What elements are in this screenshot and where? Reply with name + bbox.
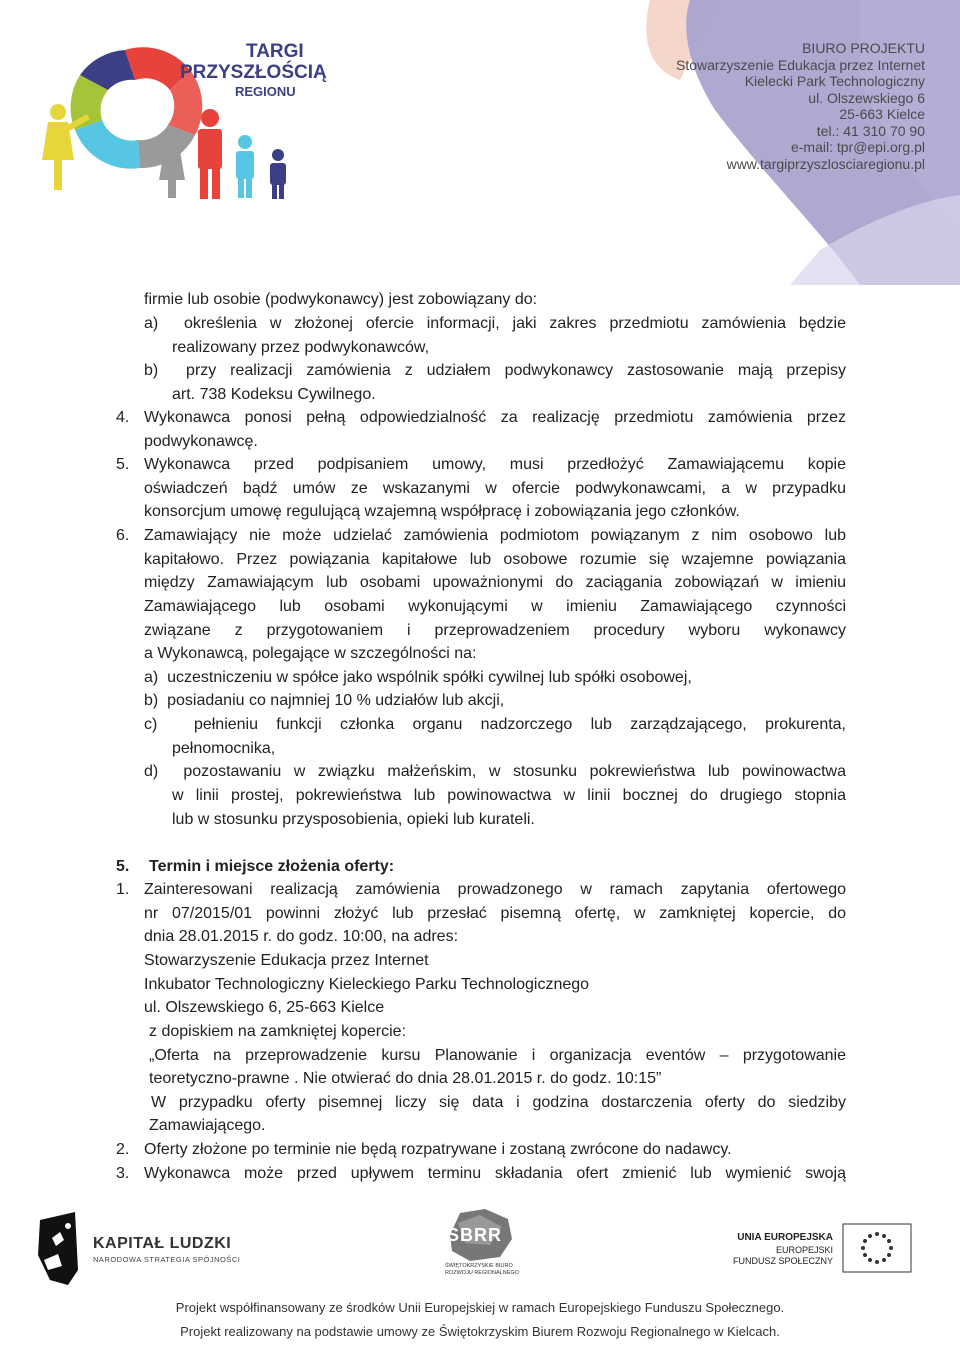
text-line: W przypadku oferty pisemnej liczy się data i godzina dostarczenia oferty do siedziby (151, 1094, 846, 1111)
sbrr-text: SBRR (447, 1225, 503, 1245)
list-item-b: b) posiadaniu co najmniej 10 % udziałów lub akcji, (144, 692, 505, 709)
list-number: 3. (116, 1165, 130, 1182)
contact-phone: tel.: 41 310 70 90 (816, 122, 925, 139)
list-item-a: a) uczestniczeniu w spółce jako wspólnik spółki cywilnej lub spółki osobowej, (144, 669, 692, 686)
list-item-c: c) pełnieniu funkcji członka organu nadzorczego lub zarządzającego, prokurenta, (144, 716, 846, 733)
page-header (0, 0, 960, 285)
text-line: pełnomocnika, (172, 740, 276, 757)
kl-title: KAPITAŁ LUDZKI (93, 1235, 232, 1252)
contact-org: Stowarzyszenie Edukacja przez Internet (675, 56, 925, 73)
text-line: konsorcjum umowę regulującą wzajemną współpracę i zobowiązania jego członków. (144, 503, 740, 520)
text-line: między Zamawiającym lub osobami upoważnionymi do zaciągania zobowiązań w imieniu (144, 574, 846, 591)
contact-title: BIURO PROJEKTU (802, 40, 925, 56)
text-line: nr 07/2015/01 powinni złożyć lub przesłać pisemną ofertę, w zamkniętej kopercie, do (144, 905, 846, 922)
list-item-b: b) przy realizacji zamówienia z udziałem podwykonawcy zastosowanie mają przepisy (144, 362, 846, 379)
contact-website: www.targiprzyszlosciaregionu.pl (726, 155, 925, 172)
text-line: art. 738 Kodeksu Cywilnego. (172, 386, 376, 403)
text-line: Wykonawca przed podpisaniem umowy, musi przedłożyć Zamawiającemu kopie (144, 456, 846, 473)
contact-park: Kielecki Park Technologiczny (744, 73, 925, 89)
text-line: związane z przygotowaniem i przeprowadzeniem procedury wyboru wykonawcy (144, 622, 846, 639)
kl-subtitle: NARODOWA STRATEGIA SPÓJNOŚCI (93, 1255, 241, 1264)
address-line: Stowarzyszenie Edukacja przez Internet (144, 952, 429, 969)
address-line: ul. Olszewskiego 6, 25-663 Kielce (144, 999, 385, 1016)
text-line: Wykonawca ponosi pełną odpowiedzialność za realizację przedmiotu zamówienia przez (144, 409, 846, 426)
sbrr-sub-1: ŚWIĘTOKRZYSKIE BIURO (445, 1263, 513, 1269)
text-line: Zainteresowani realizacją zamówienia prowadzonego w ramach zapytania ofertowego (144, 881, 846, 898)
footer-logos (0, 1195, 960, 1295)
text-line: Zamawiającego. (149, 1117, 266, 1134)
text-line: w linii prostej, pokrewieństwa lub powinowactwa w linii bocznej do drugiego stopnia (172, 787, 846, 804)
contact-postcode: 25-663 Kielce (839, 106, 925, 122)
list-number: 4. (116, 409, 130, 426)
eu-flag-icon (842, 1223, 912, 1273)
text-line: realizowany przez podwykonawców, (172, 339, 430, 356)
section-number: 5. (116, 858, 130, 875)
text-line: a Wykonawcą, polegające w szczególności na: (144, 645, 477, 662)
logo-line-3: REGIONU (235, 84, 296, 99)
text-line: kapitałowo. Przez powiązania kapitałowe lub osobowe rozumie się wzajemne powiązania (144, 551, 846, 568)
text-line: lub w stosunku przysposobienia, opieki lub kurateli. (172, 811, 535, 828)
text-line: dnia 28.01.2015 r. do godz. 10:00, na adres: (144, 928, 459, 945)
list-item-d: d) pozostawaniu w związku małżeńskim, w stosunku pokrewieństwa lub powinowactwa (144, 763, 846, 780)
text-line: podwykonawcę. (144, 433, 258, 450)
logo-line-1: TARGI (246, 41, 304, 62)
text-line: teoretyczno-prawne . Nie otwierać do dnia 28.01.2015 r. do godz. 10:15” (149, 1070, 662, 1087)
ue-name: UNIA EUROPEJSKA (737, 1232, 833, 1243)
list-number: 6. (116, 527, 130, 544)
footer-agreement-note: Projekt realizowany na podstawie umowy ze Świętokrzyskim Biurem Rozwoju Regionalnego w Kielcach. (180, 1324, 780, 1339)
text-line: firmie lub osobie (podwykonawcy) jest zobowiązany do: (144, 291, 538, 308)
contact-email: e-mail: tpr@epi.org.pl (790, 139, 925, 155)
efs-line-2: FUNDUSZ SPOŁECZNY (732, 1256, 833, 1266)
list-number: 1. (116, 881, 130, 898)
logo-text (180, 42, 327, 100)
efs-line-1: EUROPEJSKI (775, 1245, 833, 1255)
text-line: Zamawiającego lub osobami wykonującymi w imieniu Zamawiającego czynności (144, 598, 846, 615)
footer-cofinancing-note: Projekt współfinansowany ze środków Unii Europejskiej w ramach Europejskiego Funduszu Społecznego. (175, 1300, 785, 1315)
contact-street: ul. Olszewskiego 6 (808, 89, 925, 106)
logo-line-2: PRZYSZŁOŚCIĄ (180, 62, 327, 83)
text-line: „Oferta na przeprowadzenie kursu Planowanie i organizacja eventów – przygotowanie (149, 1047, 846, 1064)
list-number: 5. (116, 456, 130, 473)
project-office-contact (676, 40, 925, 172)
text-line: z dopiskiem na zamkniętej kopercie: (149, 1023, 407, 1040)
text-line: Zamawiający nie może udzielać zamówienia podmiotom powiązanym z nim osobowo lub (144, 527, 846, 544)
text-line: Wykonawca może przed upływem terminu składania ofert zmienić lub wymienić swoją (144, 1165, 846, 1182)
list-item-a: a) określenia w złożonej ofercie informacji, jaki zakres przedmiotu zamówienia będzie (144, 315, 846, 332)
sbrr-sub-2: ROZWOJU REGIONALNEGO (445, 1270, 519, 1276)
text-line: Oferty złożone po terminie nie będą rozpatrywane i zostaną zwrócone do nadawcy. (144, 1141, 732, 1158)
address-line: Inkubator Technologiczny Kieleckiego Parku Technologicznego (144, 976, 590, 993)
section-heading: Termin i miejsce złożenia oferty: (149, 858, 395, 875)
list-number: 2. (116, 1141, 130, 1158)
text-line: oświadczeń bądź umów ze wskazanymi w ofercie podwykonawcami, a w przypadku (144, 480, 846, 497)
